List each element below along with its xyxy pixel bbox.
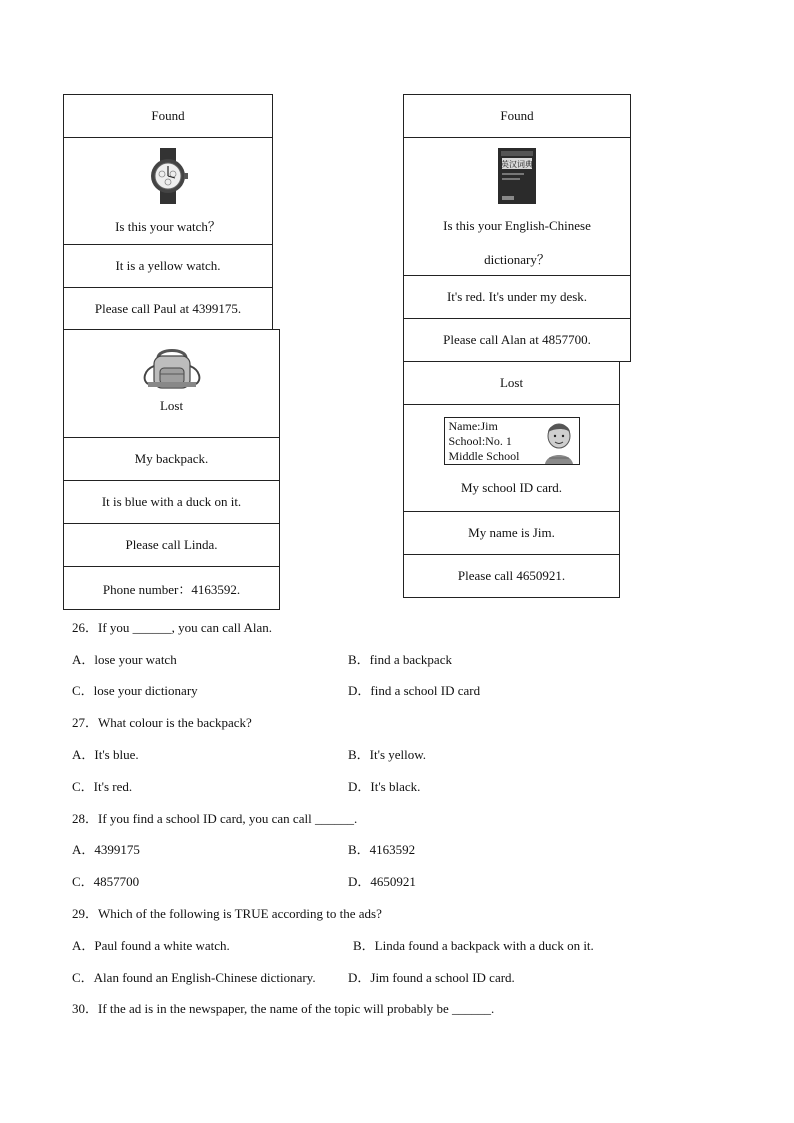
watch-caption: Is this your watch？ — [115, 219, 221, 234]
dictionary-row-1: It's red. It's under my desk. — [404, 276, 630, 319]
backpack-picture-cell — [64, 330, 279, 438]
backpack-row-4: Phone number：4163592. — [64, 567, 279, 610]
id-school-line: School:No. 1 — [448, 434, 512, 448]
question-27-option-b[interactable]: B．It's yellow. — [348, 747, 427, 762]
question-26-option-b[interactable]: B．find a backpack — [348, 652, 452, 667]
question-29-option-c[interactable]: C．Alan found an English-Chinese dictionary. — [72, 970, 316, 985]
card-header-text: Found — [151, 108, 185, 123]
id-school-line-2: Middle School — [448, 449, 520, 463]
backpack-row-2: It is blue with a duck on it. — [64, 481, 279, 524]
backpack-caption: Lost — [159, 398, 184, 413]
idcard-caption: My school ID card. — [460, 480, 563, 495]
card-header — [64, 95, 272, 138]
backpack-icon — [140, 344, 204, 392]
question-28-option-b[interactable]: B．4163592 — [348, 842, 416, 857]
backpack-row-3: Please call Linda. — [64, 524, 279, 567]
question-27-option-d[interactable]: D．It's black. — [348, 779, 421, 794]
question-27-option-c[interactable]: C．It's red. — [72, 779, 133, 794]
watch-row-2: Please call Paul at 4399175. — [64, 288, 272, 331]
boy-photo-icon — [541, 420, 577, 464]
lost-id-card — [403, 361, 620, 598]
backpack-row-1: My backpack. — [64, 438, 279, 481]
question-28-option-c[interactable]: C．4857700 — [72, 874, 140, 889]
id-name-line: Name:Jim — [448, 419, 498, 433]
card-header — [404, 362, 619, 405]
question-28-option-a[interactable]: A．4399175 — [72, 842, 140, 857]
idcard-picture-cell — [404, 405, 619, 512]
watch-picture-cell — [64, 138, 272, 245]
question-30-stem: 30．If the ad is in the newspaper, the name of the topic will probably be ______. — [72, 1001, 495, 1016]
question-26-option-d[interactable]: D．find a school ID card — [348, 683, 481, 698]
question-27-stem: 27．What colour is the backpack? — [72, 715, 252, 730]
dictionary-caption-line-2: dictionary？ — [484, 252, 550, 267]
question-28-option-d[interactable]: D．4650921 — [348, 874, 416, 889]
found-watch-card — [63, 94, 273, 331]
question-26-option-c[interactable]: C．lose your dictionary — [72, 683, 198, 698]
dictionary-row-2: Please call Alan at 4857700. — [404, 319, 630, 362]
idcard-row-1: My name is Jim. — [404, 512, 619, 555]
school-id-card-image — [444, 417, 580, 465]
question-28-stem: 28．If you find a school ID card, you can call ______. — [72, 811, 358, 826]
question-29-stem: 29．Which of the following is TRUE according to the ads? — [72, 906, 382, 921]
dictionary-book-icon — [498, 148, 536, 204]
lost-backpack-card — [63, 329, 280, 610]
dictionary-picture-cell — [404, 138, 630, 276]
card-header-text: Found — [500, 108, 534, 123]
question-26-option-a[interactable]: A．lose your watch — [72, 652, 177, 667]
found-dictionary-card — [403, 94, 631, 362]
question-26-stem: 26．If you ______, you can call Alan. — [72, 620, 273, 635]
card-header — [404, 95, 630, 138]
question-29-option-d[interactable]: D．Jim found a school ID card. — [348, 970, 515, 985]
watch-icon — [146, 148, 190, 204]
book-title-text: 英汉词典 — [501, 160, 533, 169]
question-29-option-b[interactable]: B．Linda found a backpack with a duck on it. — [353, 938, 594, 953]
idcard-row-2: Please call 4650921. — [404, 555, 619, 598]
question-29-option-a[interactable]: A．Paul found a white watch. — [72, 938, 230, 953]
watch-row-1: It is a yellow watch. — [64, 245, 272, 288]
card-header-text: Lost — [499, 375, 524, 390]
question-27-option-a[interactable]: A．It's blue. — [72, 747, 139, 762]
dictionary-caption-line-1: Is this your English-Chinese — [443, 218, 591, 233]
